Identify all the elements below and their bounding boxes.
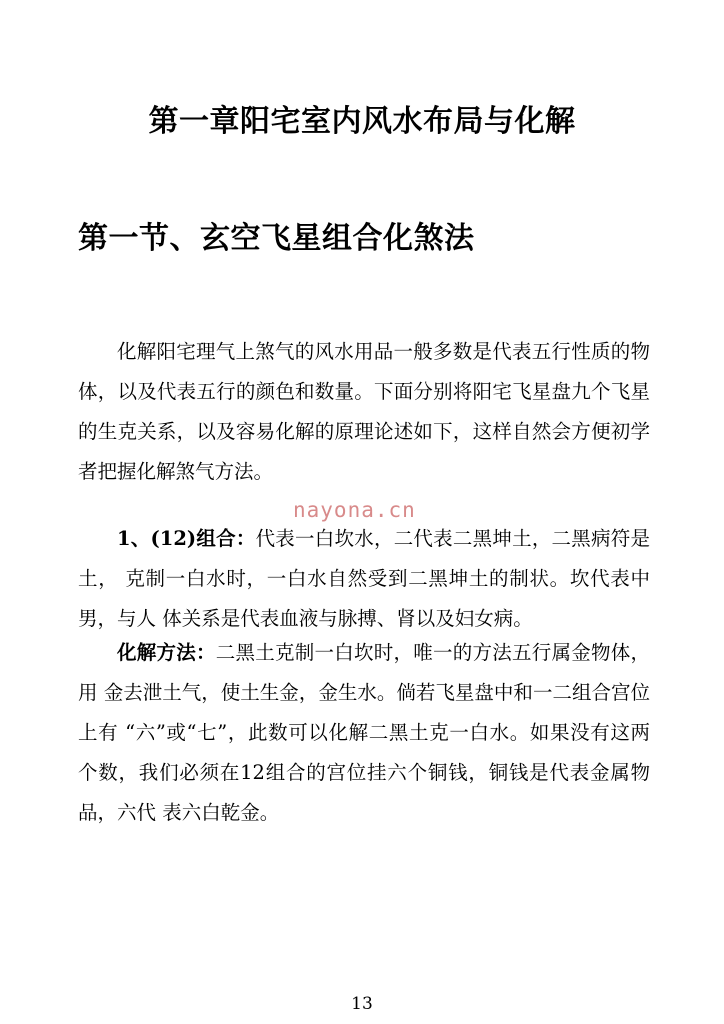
method-lead: 化解方法： [117,641,216,664]
combination-lead: 1、(12)组合： [117,527,256,550]
combination-paragraph [78,519,650,639]
method-paragraph [78,633,650,833]
intro-paragraph: 化解阳宅理气上煞气的风水用品一般多数是代表五行性质的物体，以及代表五行的颜色和数量。下面分别将阳宅飞星盘九个飞星的生克关系，以及容易化解的原理论述如下，这样自然会方便初学者把握化解煞气方法。 [78,340,650,483]
watermark: nayona.cn [293,498,416,522]
page-number: 13 [351,994,373,1014]
section-title: 第一节、玄空飞星组合化煞法 [78,221,475,256]
chapter-title: 第一章阳宅室内风水布局与化解 [148,104,576,139]
combination-body: 代表一白坎水，二代表二黑坤土，二黑病符是土， 克制一白水时，一白水自然受到二黑坤土的制状。坎代表中男，与人 体关系是代表血液与脉搏、肾以及妇女病。 [78,527,650,630]
method-body: 二黑土克制一白坎时，唯一的方法五行属金物体，用 金去泄土气，使土生金，金生水。倘若飞星盘中和一二组合宫位上有 “六”或“七”，此数可以化解二黑土克一白水。如果没有这两个数，我们必须在12组合的宫位挂六个铜钱，铜钱是代表金属物品，六代 表六白乾金。 [78,641,650,824]
